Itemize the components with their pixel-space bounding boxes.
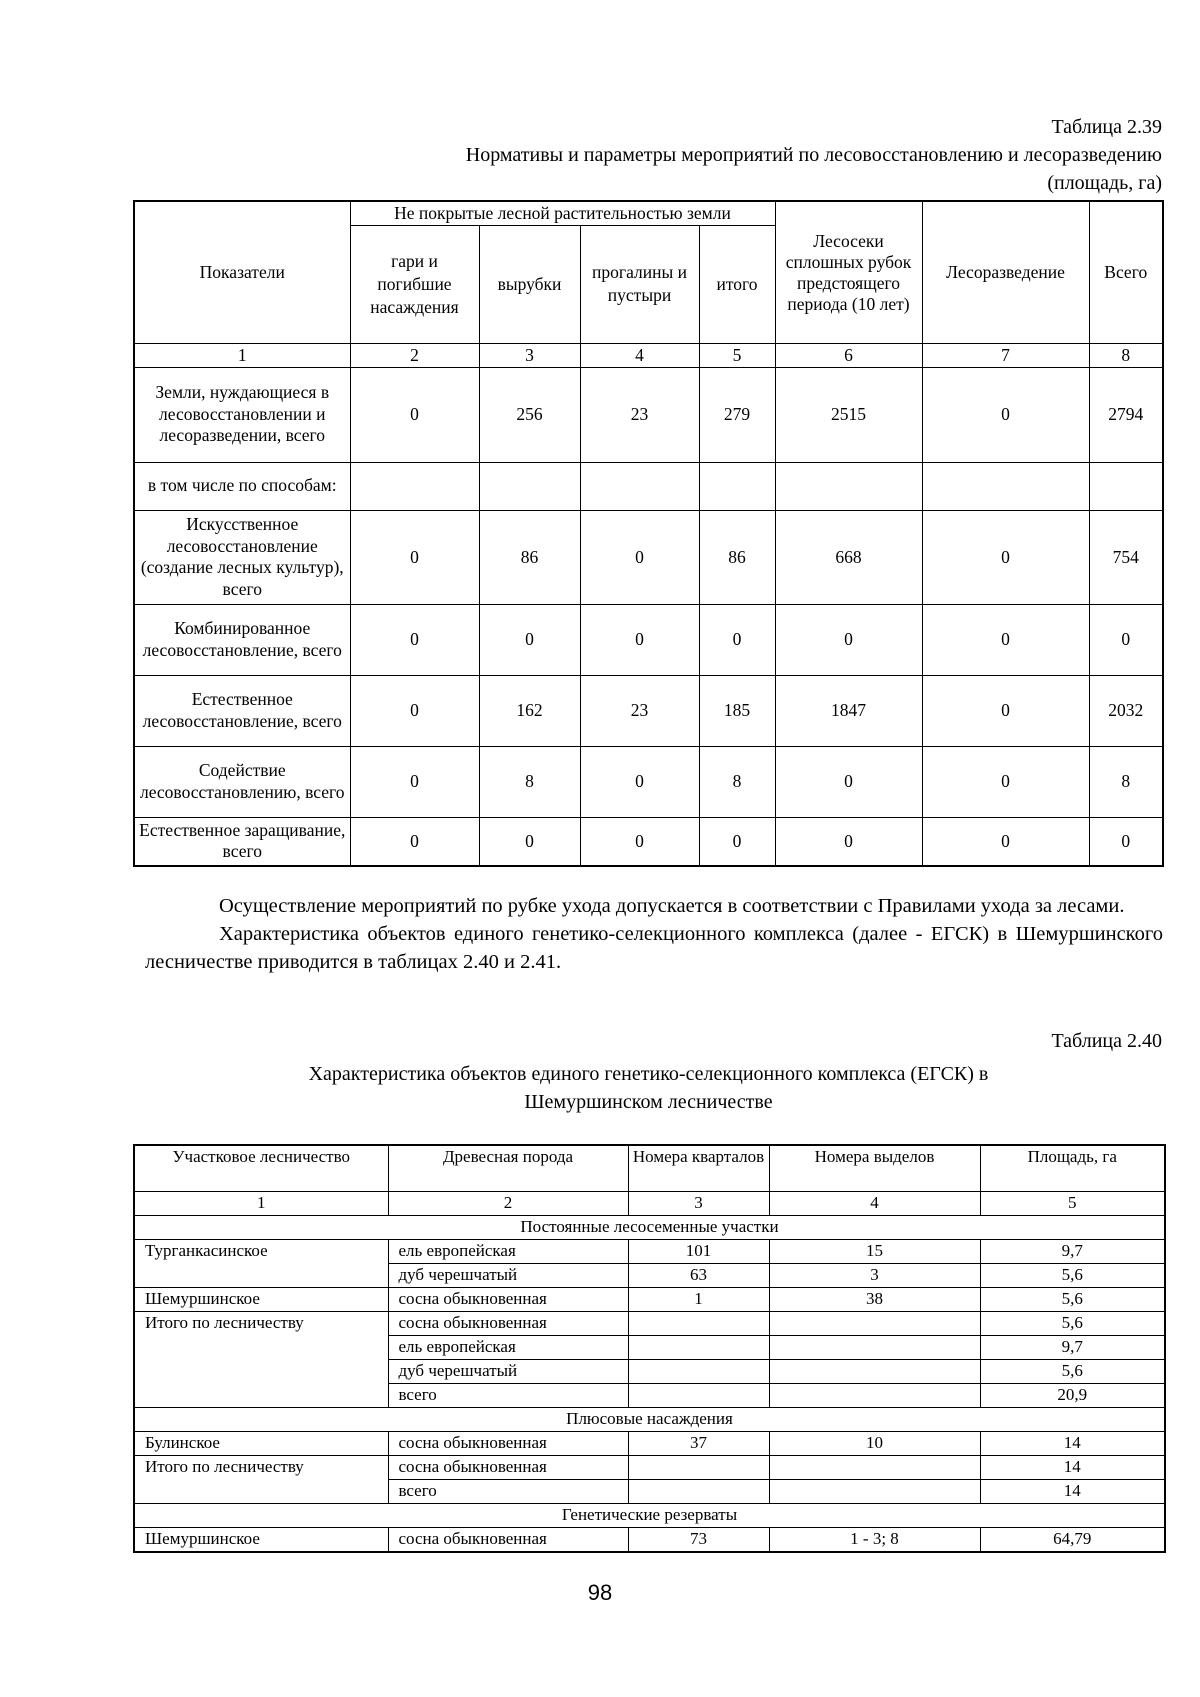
column-number: 1	[134, 1191, 388, 1215]
value-cell: 2032	[1089, 675, 1163, 746]
column-number: 4	[580, 343, 699, 367]
value-cell: 0	[479, 604, 580, 675]
section-title: Генетические резерваты	[134, 1503, 1165, 1527]
reforestation-table	[133, 200, 1164, 867]
value-cell: 0	[699, 817, 775, 866]
column-number: 5	[699, 343, 775, 367]
area: 9,7	[980, 1335, 1165, 1359]
value-cell: 2515	[775, 367, 922, 462]
column-number-row	[134, 343, 1163, 367]
forestry-name: Шемуршинское	[134, 1287, 388, 1311]
row-label: Земли, нуждающиеся в лесовосстановлении и лесоразведении, всего	[134, 367, 350, 462]
area: 20,9	[980, 1383, 1165, 1407]
area: 14	[980, 1455, 1165, 1479]
quarter-numbers: 101	[628, 1239, 769, 1263]
value-cell: 0	[1089, 604, 1163, 675]
table-row	[134, 675, 1163, 746]
plot-numbers: 3	[769, 1263, 980, 1287]
species: всего	[388, 1383, 628, 1407]
value-cell: 0	[479, 817, 580, 866]
value-cell: 0	[350, 604, 479, 675]
paragraph: Осуществление мероприятий по рубке ухода допускается в соответствии с Правилами ухода за лесами.	[219, 895, 1125, 917]
value-cell: 0	[922, 675, 1089, 746]
header-clearings: вырубки	[479, 225, 580, 343]
value-cell: 0	[580, 817, 699, 866]
value-cell: 8	[699, 746, 775, 817]
quarter-numbers	[628, 1335, 769, 1359]
value-cell	[922, 462, 1089, 510]
plot-numbers	[769, 1359, 980, 1383]
column-number: 2	[388, 1191, 628, 1215]
value-cell: 0	[922, 817, 1089, 866]
plot-numbers: 10	[769, 1431, 980, 1455]
forestry-name: Булинское	[134, 1431, 388, 1455]
species: сосна обыкновенная	[388, 1287, 628, 1311]
plot-numbers	[769, 1311, 980, 1335]
value-cell: 0	[775, 817, 922, 866]
value-cell: 86	[699, 510, 775, 604]
species: сосна обыкновенная	[388, 1455, 628, 1479]
value-cell: 0	[580, 604, 699, 675]
value-cell: 0	[580, 746, 699, 817]
plot-numbers	[769, 1455, 980, 1479]
area: 14	[980, 1431, 1165, 1455]
area: 5,6	[980, 1263, 1165, 1287]
area: 5,6	[980, 1311, 1165, 1335]
header-afforestation: Лесоразведение	[922, 201, 1089, 343]
species: сосна обыкновенная	[388, 1431, 628, 1455]
row-label: Естественное лесовосстановление, всего	[134, 675, 350, 746]
value-cell: 668	[775, 510, 922, 604]
value-cell: 0	[350, 746, 479, 817]
table-240-title	[133, 1060, 1164, 1116]
plot-numbers: 15	[769, 1239, 980, 1263]
paragraph: Характеристика объектов единого генетико-селекционного комплекса (далее - ЕГСК) в Шемуршинского лесничестве приводится в таблицах 2.40 и 2.41.	[145, 923, 1163, 973]
title-line: Шемуршинском лесничестве	[524, 1091, 773, 1113]
area: 5,6	[980, 1287, 1165, 1311]
species: всего	[388, 1479, 628, 1503]
table-row	[134, 367, 1163, 462]
species: сосна обыкновенная	[388, 1527, 628, 1552]
value-cell: 0	[775, 604, 922, 675]
value-cell: 0	[922, 604, 1089, 675]
quarter-numbers: 73	[628, 1527, 769, 1552]
quarter-numbers	[628, 1455, 769, 1479]
page-number: 98	[587, 1580, 613, 1605]
header-glades: прогалины и пустыри	[580, 225, 699, 343]
value-cell: 256	[479, 367, 580, 462]
quarter-numbers	[628, 1479, 769, 1503]
value-cell: 0	[350, 510, 479, 604]
species: дуб черешчатый	[388, 1263, 628, 1287]
column-number: 5	[980, 1191, 1165, 1215]
row-label: Комбинированное лесовосстановление, всего	[134, 604, 350, 675]
section-title: Постоянные лесосеменные участки	[134, 1215, 1165, 1239]
title-line: Характеристика объектов единого генетико-селекционного комплекса (ЕГСК) в	[308, 1063, 989, 1085]
value-cell	[1089, 462, 1163, 510]
header-total: Всего	[1089, 201, 1163, 343]
column-number: 8	[1089, 343, 1163, 367]
value-cell: 0	[699, 604, 775, 675]
egsk-objects-table	[133, 1144, 1166, 1553]
value-cell: 185	[699, 675, 775, 746]
value-cell: 0	[350, 675, 479, 746]
value-cell: 8	[479, 746, 580, 817]
quarter-numbers	[628, 1311, 769, 1335]
column-number: 7	[922, 343, 1089, 367]
value-cell: 0	[580, 510, 699, 604]
table-240-label: Таблица 2.40	[1051, 1030, 1162, 1052]
value-cell: 8	[1089, 746, 1163, 817]
value-cell: 23	[580, 675, 699, 746]
forestry-name: Итого по лесничеству	[134, 1455, 388, 1503]
table-239-unit: (площадь, га)	[1047, 172, 1162, 194]
table-row	[134, 1239, 1165, 1263]
column-number: 2	[350, 343, 479, 367]
quarter-numbers: 63	[628, 1263, 769, 1287]
forestry-name: Итого по лесничеству	[134, 1311, 388, 1407]
row-label: Естественное заращивание, всего	[134, 817, 350, 866]
area: 9,7	[980, 1239, 1165, 1263]
section-row	[134, 1215, 1165, 1239]
value-cell	[580, 462, 699, 510]
table-row	[134, 1455, 1165, 1479]
species: дуб черешчатый	[388, 1359, 628, 1383]
forestry-name: Шемуршинское	[134, 1527, 388, 1552]
header-row	[134, 1145, 1165, 1191]
table-row	[134, 1527, 1165, 1552]
species: сосна обыкновенная	[388, 1311, 628, 1335]
quarter-numbers: 1	[628, 1287, 769, 1311]
value-cell: 0	[922, 510, 1089, 604]
section-title: Плюсовые насаждения	[134, 1407, 1165, 1431]
forestry-name: Турганкасинское	[134, 1239, 388, 1287]
value-cell: 0	[1089, 817, 1163, 866]
section-row	[134, 1503, 1165, 1527]
plot-numbers	[769, 1335, 980, 1359]
value-cell: 0	[922, 746, 1089, 817]
value-cell: 162	[479, 675, 580, 746]
row-label: в том числе по способам:	[134, 462, 350, 510]
column-header: Номера выделов	[769, 1145, 980, 1191]
column-number: 6	[775, 343, 922, 367]
value-cell: 754	[1089, 510, 1163, 604]
header-cutting-areas: Лесосеки сплошных рубок предстоящего периода (10 лет)	[775, 201, 922, 343]
body-text	[145, 892, 1163, 976]
value-cell: 86	[479, 510, 580, 604]
value-cell: 279	[699, 367, 775, 462]
plot-numbers: 38	[769, 1287, 980, 1311]
value-cell: 0	[350, 367, 479, 462]
value-cell: 2794	[1089, 367, 1163, 462]
column-header: Номера кварталов	[628, 1145, 769, 1191]
quarter-numbers	[628, 1359, 769, 1383]
header-burned: гари и погибшие насаждения	[350, 225, 479, 343]
table-239-title: Нормативы и параметры мероприятий по лесовосстановлению и лесоразведению	[465, 144, 1162, 166]
value-cell: 1847	[775, 675, 922, 746]
area: 64,79	[980, 1527, 1165, 1552]
plot-numbers	[769, 1479, 980, 1503]
value-cell: 0	[775, 746, 922, 817]
table-row	[134, 746, 1163, 817]
column-header: Площадь, га	[980, 1145, 1165, 1191]
row-label: Искусственное лесовосстановление (создание лесных культур), всего	[134, 510, 350, 604]
column-number: 3	[479, 343, 580, 367]
column-number: 4	[769, 1191, 980, 1215]
table-row	[134, 1311, 1165, 1335]
table-row	[134, 817, 1163, 866]
column-header: Древесная порода	[388, 1145, 628, 1191]
quarter-numbers: 37	[628, 1431, 769, 1455]
plot-numbers	[769, 1383, 980, 1407]
quarter-numbers	[628, 1383, 769, 1407]
value-cell: 0	[922, 367, 1089, 462]
table-row	[134, 1431, 1165, 1455]
area: 14	[980, 1479, 1165, 1503]
table-row	[134, 462, 1163, 510]
header-subtotal: итого	[699, 225, 775, 343]
species: ель европейская	[388, 1239, 628, 1263]
value-cell	[479, 462, 580, 510]
table-row	[134, 510, 1163, 604]
section-row	[134, 1407, 1165, 1431]
area: 5,6	[980, 1359, 1165, 1383]
value-cell: 23	[580, 367, 699, 462]
row-label: Содействие лесовосстановлению, всего	[134, 746, 350, 817]
header-indicators: Показатели	[134, 201, 350, 343]
table-239-label: Таблица 2.39	[1051, 116, 1162, 138]
column-number: 3	[628, 1191, 769, 1215]
table-row	[134, 604, 1163, 675]
header-unforested-lands: Не покрытые лесной растительностью земли	[350, 201, 775, 225]
plot-numbers: 1 - 3; 8	[769, 1527, 980, 1552]
table-row	[134, 1287, 1165, 1311]
column-number-row	[134, 1191, 1165, 1215]
column-header: Участковое лесничество	[134, 1145, 388, 1191]
value-cell: 0	[350, 817, 479, 866]
value-cell	[699, 462, 775, 510]
column-number: 1	[134, 343, 350, 367]
species: ель европейская	[388, 1335, 628, 1359]
value-cell	[350, 462, 479, 510]
value-cell	[775, 462, 922, 510]
